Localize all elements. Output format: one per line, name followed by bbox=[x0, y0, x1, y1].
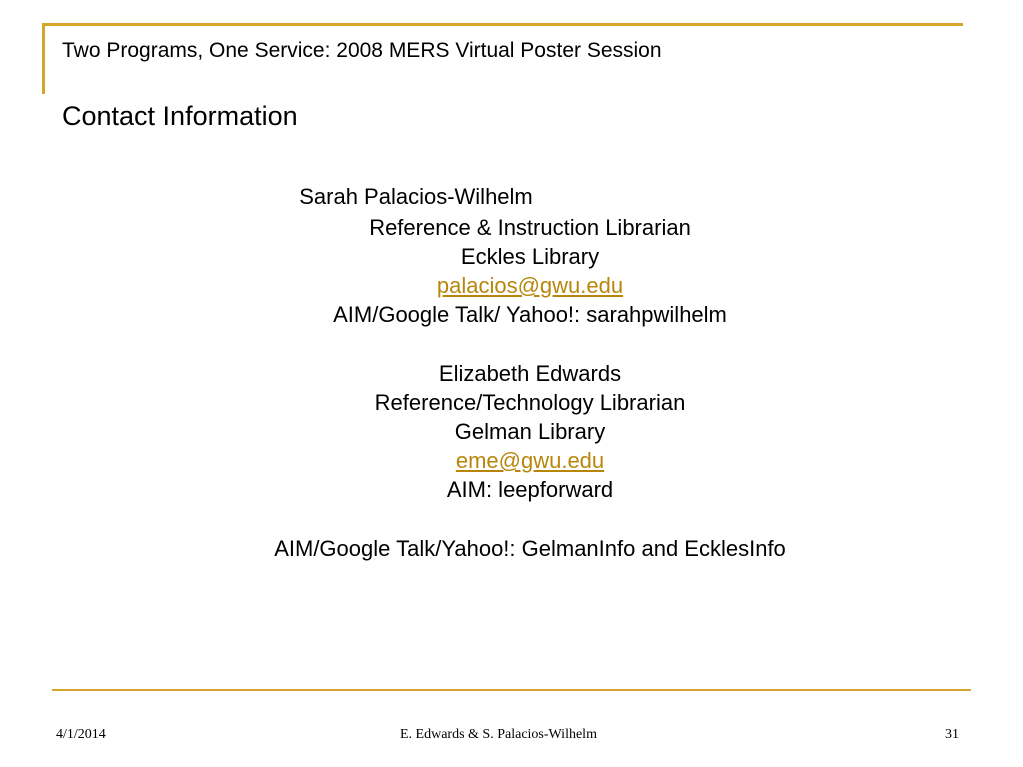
contact-1-email-line bbox=[0, 273, 1023, 299]
contact-1-title: Reference & Instruction Librarian bbox=[369, 215, 691, 240]
section-heading: Contact Information bbox=[62, 101, 298, 131]
contact-2-email-line bbox=[0, 448, 1023, 474]
contact-1-library: Eckles Library bbox=[460, 244, 600, 269]
footer-authors: E. Edwards & S. Palacios-Wilhelm bbox=[400, 727, 597, 742]
left-rule bbox=[42, 23, 45, 94]
contact-2-title: Reference/Technology Librarian bbox=[374, 390, 686, 415]
general-chat-line: AIM/Google Talk/Yahoo!: GelmanInfo and EcklesInfo bbox=[274, 536, 786, 561]
top-rule bbox=[42, 23, 963, 26]
contact-2-chat: AIM: leepforward bbox=[446, 477, 614, 502]
session-title: Two Programs, One Service: 2008 MERS Virtual Poster Session bbox=[62, 39, 662, 62]
page-number: 31 bbox=[945, 727, 959, 742]
bottom-rule bbox=[52, 689, 971, 691]
contact-2-library: Gelman Library bbox=[454, 419, 606, 444]
contact-1-name: Sarah Palacios-Wilhelm bbox=[299, 184, 533, 209]
footer-date: 4/1/2014 bbox=[56, 727, 106, 742]
contact-2-name: Elizabeth Edwards bbox=[438, 361, 622, 386]
contact-2-email-link[interactable]: eme@gwu.edu bbox=[455, 448, 605, 473]
contact-1-chat: AIM/Google Talk/ Yahoo!: sarahpwilhelm bbox=[333, 302, 727, 327]
contact-1-email-link[interactable]: palacios@gwu.edu bbox=[436, 273, 624, 298]
